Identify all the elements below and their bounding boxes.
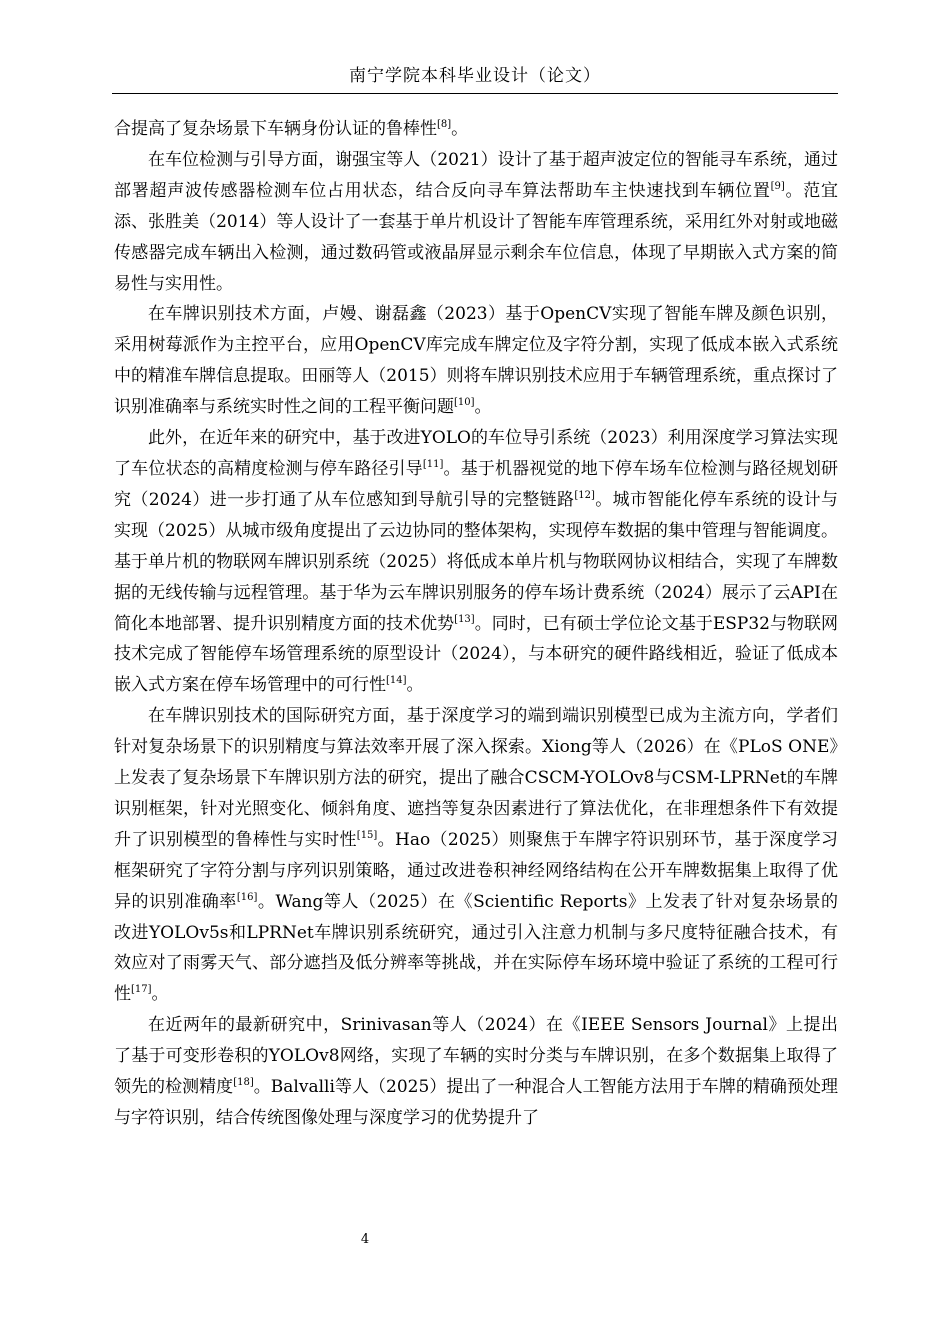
- page-number: 4: [360, 1232, 370, 1247]
- paragraph: [114, 145, 838, 300]
- citation-ref: [10]: [454, 397, 475, 409]
- citation-ref: [14]: [386, 675, 407, 687]
- citation-ref: [11]: [422, 458, 444, 470]
- text-segment: 。: [474, 397, 492, 418]
- text-segment: 此外，在近年来的研究中，基于改进YOLO的车位导引系统（2023）利用深度学习算法实现了车位状态的高精度检测与停车路径引导: [114, 428, 838, 479]
- citation-ref: [18]: [233, 1077, 254, 1089]
- citation-ref: [8]: [437, 119, 452, 130]
- citation-ref: [12]: [574, 489, 595, 501]
- text-segment: 。范宜添、张胜美（2014）等人设计了一套基于单片机设计了智能车库管理系统，采用红外对射或地磁传感器完成车辆出入检测，通过数码管或液晶屏显示剩余车位信息，体现了早期嵌入式方案的简易性与实用性。: [114, 180, 839, 294]
- citation-ref: [9]: [770, 180, 785, 192]
- text-segment: 。Balvalli等人（2025）提出了一种混合人工智能方法用于车牌的精确预处理与字符识别，结合传统图像处理与深度学习的优势提升了: [114, 1077, 839, 1128]
- header-rule: [112, 93, 838, 94]
- text-segment: 。Hao（2025）则聚焦于车牌字符识别环节，基于深度学习框架研究了字符分割与序列识别策略，通过改进卷积神经网络结构在公开车牌数据集上取得了优异的识别准确率: [114, 829, 838, 912]
- citation-ref: [16]: [236, 891, 258, 903]
- citation-ref: [13]: [454, 613, 475, 625]
- text-segment: 。Wang等人（2025）在《Scientific Reports》上发表了针对复杂场景的改进YOLOv5s和LPRNet车牌识别系统研究，通过引入注意力机制与多尺度特征融合技术，有效应对了雨雾天气、部分遮挡及低分辨率等挑战，并在实际停车场环境中验证了系统的工程可行性: [114, 891, 839, 1005]
- text-segment: 在车位检测与引导方面，谢强宝等人（2021）设计了基于超声波定位的智能寻车系统，通过部署超声波传感器检测车位占用状态，结合反向寻车算法帮助车主快速找到车辆位置: [114, 149, 838, 201]
- text-segment: 。: [151, 984, 169, 1005]
- text-segment: 。: [406, 675, 424, 696]
- text-segment: 合提高了复杂场景下车辆身份认证的鲁棒性: [114, 119, 437, 139]
- text-segment: 。基于机器视觉的地下停车场车位检测与路径规划研究（2024）进一步打通了从车位感知到导航引导的完整链路: [114, 458, 839, 510]
- paragraph: [114, 299, 838, 423]
- text-segment: 。同时，已有硕士学位论文基于ESP32与物联网技术完成了智能停车场管理系统的原型设计（2024），与本研究的硬件路线相近，验证了低成本嵌入式方案在停车场管理中的可行性: [114, 613, 838, 696]
- text-segment: 在近两年的最新研究中，Srinivasan等人（2024）在《IEEE Sensors Journal》上提出了基于可变形卷积的YOLOv8网络，实现了车辆的实时分类与车牌识别，在多个数据集上取得了领先的检测精度: [114, 1015, 838, 1098]
- paragraph: [114, 701, 838, 1010]
- paragraph: [114, 114, 838, 145]
- citation-ref: [17]: [131, 984, 152, 996]
- paragraph: [114, 1010, 838, 1134]
- text-segment: 。: [451, 119, 469, 139]
- text-segment: 在车牌识别技术方面，卢嫚、谢磊鑫（2023）基于OpenCV实现了智能车牌及颜色识别，采用树莓派作为主控平台，应用OpenCV库完成车牌定位及字符分割，实现了低成本嵌入式系统中的精准车牌信息提取。田丽等人（2015）则将车牌识别技术应用于车辆管理系统，重点探讨了识别准确率与系统实时性之间的工程平衡问题: [114, 304, 838, 418]
- citation-ref: [15]: [356, 829, 378, 841]
- text-segment: 在车牌识别技术的国际研究方面，基于深度学习的端到端识别模型已成为主流方向，学者们针对复杂场景下的识别精度与算法效率开展了深入探索。Xiong等人（2026）在《PLoS ONE》上发表了复杂场景下车牌识别方法的研究，提出了融合CSCM-YOLOv8与CSM-LPRNet的车牌识别框架，针对光照变化、倾斜角度、遮挡等复杂因素进行了算法优化，在非理想条件下有效提升了识别模型的鲁棒性与实时性: [114, 706, 838, 850]
- page-header-title: 南宁学院本科毕业设计（论文）: [349, 66, 601, 86]
- paragraph: [114, 423, 838, 701]
- body-text: [114, 114, 838, 1134]
- text-segment: 。城市智能化停车系统的设计与实现（2025）从城市级角度提出了云边协同的整体架构，实现停车数据的集中管理与智能调度。基于单片机的物联网车牌识别系统（2025）将低成本单片机与物联网协议相结合，实现了车牌数据的无线传输与远程管理。基于华为云车牌识别服务的停车场计费系统（2024）展示了云API在简化本地部署、提升识别精度方面的技术优势: [114, 489, 839, 634]
